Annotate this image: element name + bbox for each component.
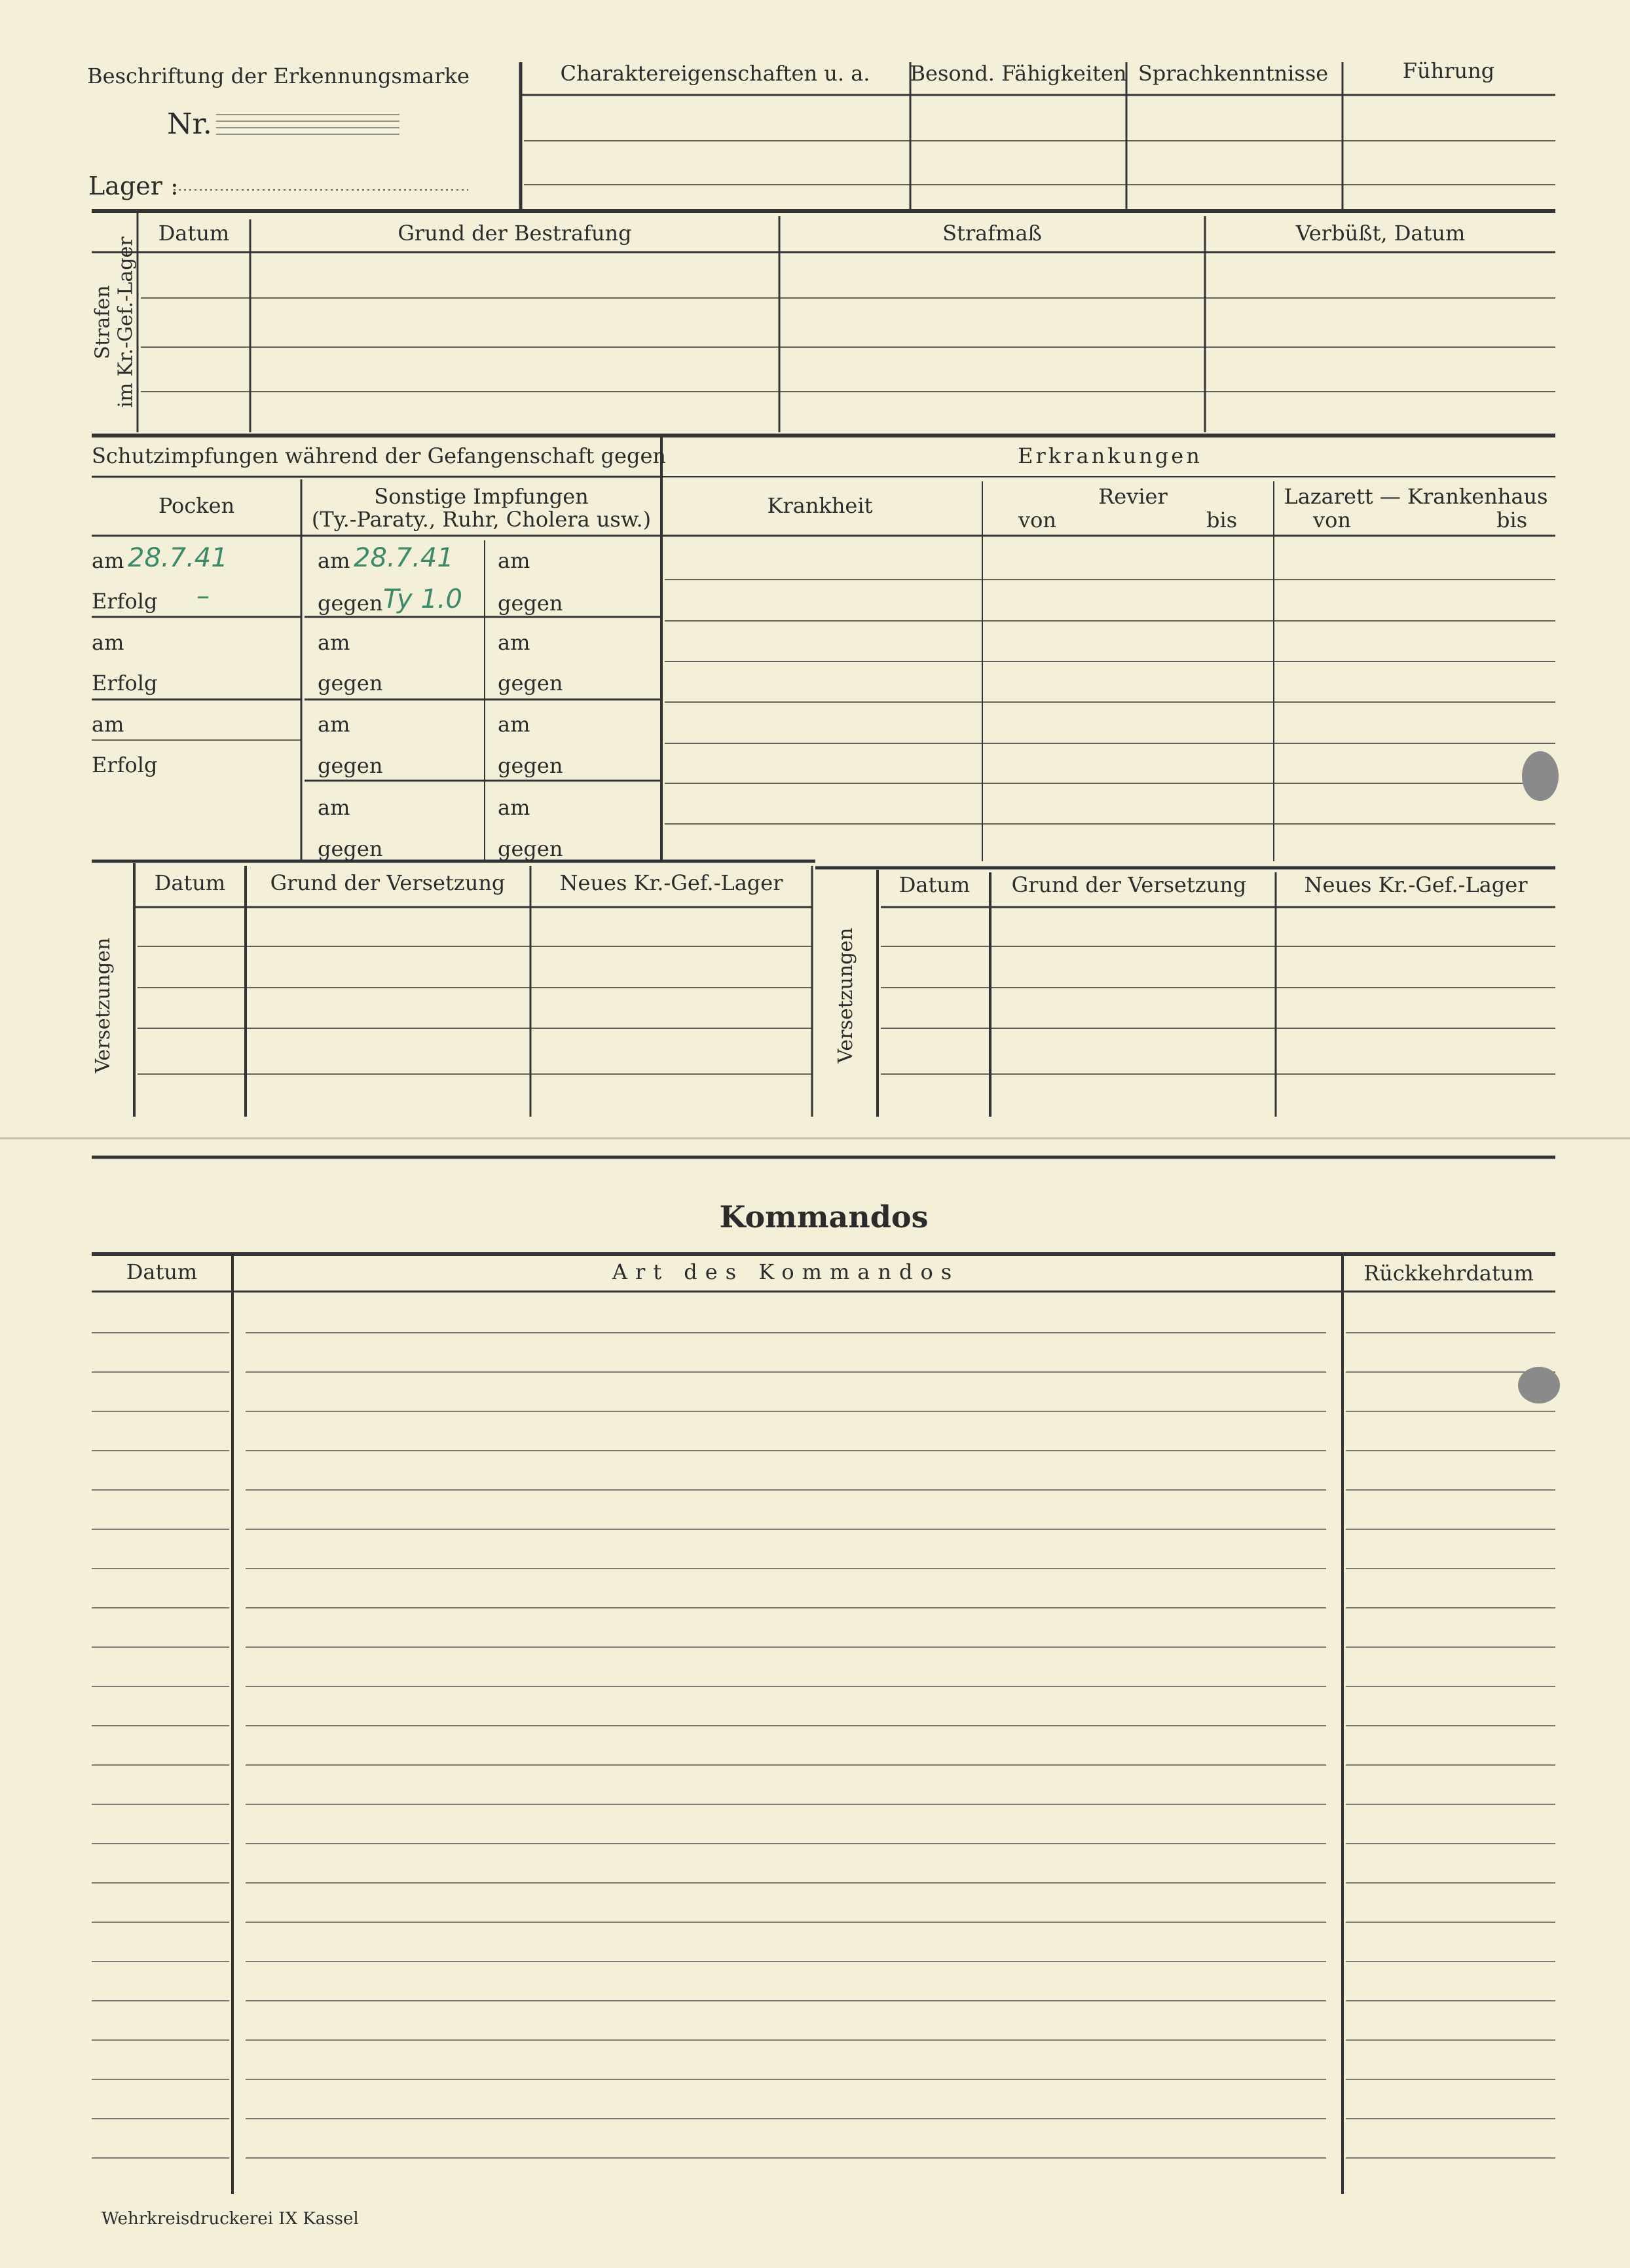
vers-grund-header-left: Grund der Versetzung	[270, 870, 506, 895]
sonstige2-gegen-2: gegen	[498, 671, 563, 696]
vers-grund-header-right: Grund der Versetzung	[1011, 872, 1247, 897]
pocken-am-2: am	[92, 630, 124, 655]
kommandos-title: Kommandos	[719, 1199, 929, 1235]
fuehrung-header: Führung	[1402, 58, 1495, 83]
versetzungen-side-label-right: Versetzungen	[834, 927, 857, 1064]
kommando-rueckkehr-header: Rückkehrdatum	[1363, 1261, 1534, 1286]
sprachkenntnisse-header: Sprachkenntnisse	[1138, 61, 1329, 86]
sonstige-gegen-value: Ty 1.0	[383, 584, 462, 614]
strafen-side-label-2: im Kr.-Gef.-Lager	[114, 236, 137, 408]
revier-bis: bis	[1206, 508, 1238, 532]
sonstige2-gegen-4: gegen	[498, 836, 563, 861]
sonstige2-gegen-3: gegen	[498, 753, 563, 778]
sonstige-header-2: (Ty.-Paraty., Ruhr, Cholera usw.)	[311, 507, 652, 532]
vers-lager-header-right: Neues Kr.-Gef.-Lager	[1304, 872, 1528, 897]
printer-imprint: Wehrkreisdruckerei IX Kassel	[102, 2209, 359, 2229]
vers-datum-header-left: Datum	[154, 870, 226, 895]
strafmass-header: Strafmaß	[942, 221, 1042, 246]
sonstige2-am-2: am	[498, 630, 530, 655]
revier-header: Revier	[1098, 484, 1168, 509]
strafen-side-label-1: Strafen	[91, 285, 115, 360]
sonstige-am-3: am	[318, 712, 350, 737]
krankheit-header: Krankheit	[767, 493, 873, 518]
vers-lager-header-left: Neues Kr.-Gef.-Lager	[559, 870, 783, 895]
sonstige2-gegen-1: gegen	[498, 591, 563, 616]
pocken-erfolg-value: –	[196, 581, 210, 611]
sonstige2-am-1: am	[498, 548, 530, 573]
lazarett-bis: bis	[1496, 508, 1528, 532]
pocken-header: Pocken	[158, 493, 235, 518]
pocken-erfolg-3: Erfolg	[92, 753, 158, 777]
strafen-grund-header: Grund der Bestrafung	[398, 221, 632, 246]
lazarett-header: Lazarett — Krankenhaus	[1284, 484, 1548, 509]
sonstige-am-4: am	[318, 795, 350, 820]
sonstige-gegen-2: gegen	[318, 671, 383, 696]
versetzungen-side-label-left: Versetzungen	[91, 937, 115, 1073]
sonstige-am-2: am	[318, 630, 350, 655]
kommando-art-header: Art des Kommandos	[612, 1259, 960, 1284]
sonstige2-am-3: am	[498, 712, 530, 737]
charakter-header: Charaktereigenschaften u. a.	[560, 61, 870, 86]
erkennungsmarke-label: Beschriftung der Erkennungsmarke	[87, 64, 470, 88]
pocken-erfolg-1: Erfolg	[92, 589, 158, 614]
pocken-erfolg-2: Erfolg	[92, 671, 158, 696]
sonstige-gegen-1: gegen	[318, 591, 383, 616]
kommando-datum-header: Datum	[126, 1259, 198, 1284]
pocken-am-date: 28.7.41	[128, 543, 228, 573]
faehigkeiten-header: Besond. Fähigkeiten	[910, 61, 1127, 86]
sonstige-gegen-4: gegen	[318, 836, 383, 861]
nr-label: Nr.	[167, 107, 212, 141]
vers-datum-header-right: Datum	[898, 872, 971, 897]
lager-label: Lager :	[88, 172, 179, 200]
lazarett-von: von	[1313, 508, 1351, 532]
sonstige-am-date: 28.7.41	[354, 543, 454, 573]
strafen-datum-header: Datum	[158, 221, 230, 246]
sonstige-am-1: am	[318, 548, 350, 573]
sonstige2-am-4: am	[498, 795, 530, 820]
sonstige-gegen-3: gegen	[318, 753, 383, 778]
pocken-am-1: am	[92, 548, 124, 573]
erkrankungen-title: Erkrankungen	[1018, 443, 1202, 468]
verbuesst-header: Verbüßt, Datum	[1295, 221, 1466, 246]
strafen-side-label	[92, 236, 138, 407]
pocken-am-3: am	[92, 712, 124, 737]
impfungen-title: Schutzimpfungen während der Gefangenschaft gegen	[92, 443, 666, 468]
revier-von: von	[1018, 508, 1056, 532]
sonstige-header-1: Sonstige Impfungen	[374, 484, 589, 509]
